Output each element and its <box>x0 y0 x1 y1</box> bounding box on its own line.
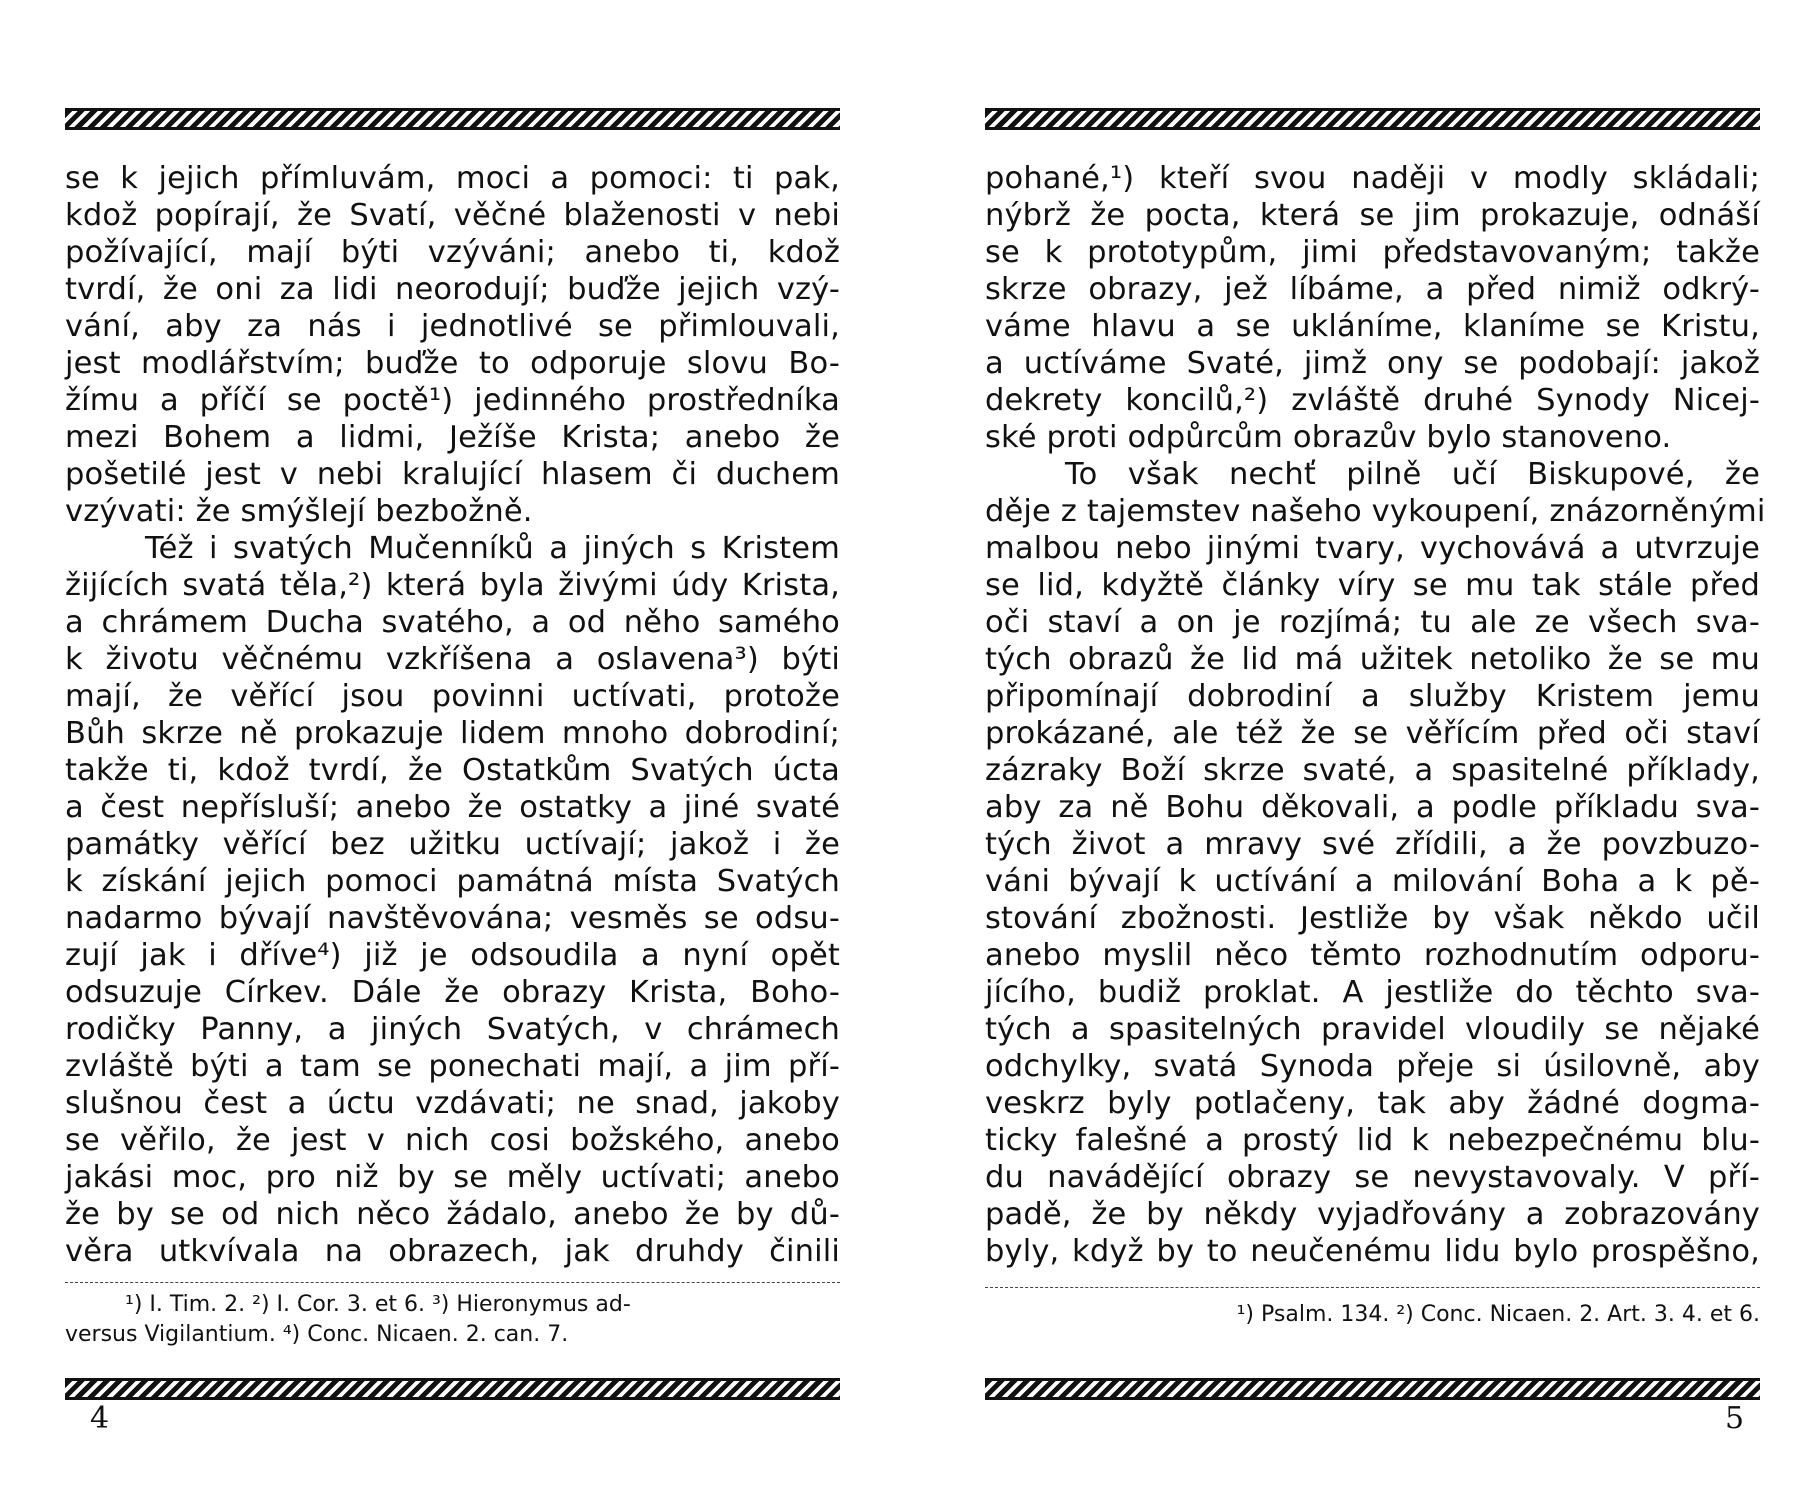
ornament-top-border <box>65 108 840 130</box>
text-line: nýbrž že pocta, která se jim prokazuje, odnáší <box>985 198 1760 233</box>
text-line: vzývati: že smýšlejí bezbožně. <box>65 494 533 529</box>
text-line: děje z tajemstev našeho vykoupení, znázorněnými <box>985 494 1766 529</box>
text-line: odchylky, svatá Synoda přeje si úsilovně, aby <box>985 1049 1760 1084</box>
text-line: a čest nepřísluší; anebo že ostatky a jiné svaté <box>65 790 840 825</box>
text-line: jakási moc, pro niž by se měly uctívati; anebo <box>65 1160 840 1195</box>
footnotes <box>65 1290 840 1350</box>
ornament-bottom-border <box>65 1378 840 1400</box>
text-line: žímu a příčí se poctě¹) jedinného prostředníka <box>65 383 840 418</box>
footnote-line: ¹) I. Tim. 2. ²) I. Cor. 3. et 6. ³) Hieronymus ad- <box>125 1292 631 1317</box>
text-line: ské proti odpůrcům obrazův bylo stanoveno. <box>985 420 1672 455</box>
text-line: pohané,¹) kteří svou naději v modly skládali; <box>985 161 1760 196</box>
footnote-line: versus Vigilantium. ⁴) Conc. Nicaen. 2. can. 7. <box>65 1322 569 1347</box>
body-text <box>65 160 840 1270</box>
text-line: zují jak i dříve⁴) již je odsoudila a nyní opět <box>65 938 840 973</box>
body-text <box>985 160 1766 1270</box>
page-number: 4 <box>90 1401 110 1436</box>
text-line: Bůh skrze ně prokazuje lidem mnoho dobrodiní; <box>65 716 840 751</box>
text-line: a uctíváme Svaté, jimž ony se podobají: jakož <box>985 346 1760 381</box>
text-line: jest modlářstvím; buďže to odporuje slovu Bo- <box>65 346 840 381</box>
text-line: váni bývají k uctívání a milování Boha a k pě- <box>985 864 1760 899</box>
text-line: odsuzuje Církev. Dále že obrazy Krista, Boho- <box>65 975 840 1010</box>
text-line: dekrety koncilů,²) zvláště druhé Synody Nicej- <box>985 383 1760 418</box>
text-line: skrze obrazy, jež líbáme, a před nimiž odkrý- <box>985 272 1760 307</box>
text-line: zázraky Boží skrze svaté, a spasitelné příklady, <box>985 753 1760 788</box>
text-line: památky věřící bez užitku uctívají; jakož i že <box>65 827 840 862</box>
text-line: kdož popírají, že Svatí, věčné blaženosti v nebi <box>65 198 840 233</box>
footnote-line: ¹) Psalm. 134. ²) Conc. Nicaen. 2. Art. 3. 4. et 6. <box>1236 1302 1760 1327</box>
text-line: veskrz byly potlačeny, tak aby žádné dogma- <box>985 1086 1760 1121</box>
footnotes <box>985 1300 1760 1330</box>
text-line: padě, že by někdy vyjadřovány a zobrazovány <box>985 1197 1760 1232</box>
ornament-bottom-border <box>985 1378 1760 1400</box>
text-line: k získání jejich pomoci památná místa Svatých <box>65 864 840 899</box>
left-page <box>55 0 845 1500</box>
text-line: požívající, mají býti vzýváni; anebo ti, kdož <box>65 235 840 270</box>
text-line: že by se od nich něco žádalo, anebo že by dů- <box>65 1197 840 1232</box>
text-line: anebo myslil něco těmto rozhodnutím odporu- <box>985 938 1760 973</box>
text-line: připomínají dobrodiní a služby Kristem jemu <box>985 679 1760 714</box>
text-line: rodičky Panny, a jiných Svatých, v chrámech <box>65 1012 840 1047</box>
text-line: To však nechť pilně učí Biskupové, že <box>1065 457 1760 492</box>
text-line: pošetilé jest v nebi kralující hlasem či duchem <box>65 457 840 492</box>
text-line: se k prototypům, jimi představovaným; takže <box>985 235 1760 270</box>
text-line: se věřilo, že jest v nich cosi božského, anebo <box>65 1123 840 1158</box>
text-line: mezi Bohem a lidmi, Ježíše Krista; anebo že <box>65 420 840 455</box>
text-line: tých obrazů že lid má užitek netoliko že se mu <box>985 642 1760 677</box>
text-line: tých a spasitelných pravidel vloudily se nějaké <box>985 1012 1760 1047</box>
footnote-divider <box>985 1287 1760 1288</box>
text-line: se k jejich přímluvám, moci a pomoci: ti pak, <box>65 161 840 196</box>
right-page <box>975 0 1765 1500</box>
text-line: vání, aby za nás i jednotlivé se přimlouvali, <box>65 309 840 344</box>
text-line: ticky falešné a prostý lid k nebezpečnému blu- <box>985 1123 1760 1158</box>
text-line: váme hlavu a se ukláníme, klaníme se Kristu, <box>985 309 1760 344</box>
text-line: takže ti, kdož tvrdí, že Ostatkům Svatých úcta <box>65 753 840 788</box>
text-line: nadarmo bývají navštěvována; vesměs se odsu- <box>65 901 840 936</box>
page-number: 5 <box>1725 1401 1745 1436</box>
text-line: jícího, budiž proklat. A jestliže do těchto sva- <box>985 975 1760 1010</box>
text-line: žijících svatá těla,²) která byla živými údy Krista, <box>65 568 840 603</box>
text-line: aby za ně Bohu děkovali, a podle příkladu sva- <box>985 790 1760 825</box>
footnote-divider <box>65 1282 840 1283</box>
text-line: Též i svatých Mučenníků a jiných s Kristem <box>145 531 840 566</box>
text-line: mají, že věřící jsou povinni uctívati, protože <box>65 679 840 714</box>
text-line: malbou nebo jinými tvary, vychovává a utvrzuje <box>985 531 1760 566</box>
text-line: zvláště býti a tam se ponechati mají, a jim pří- <box>65 1049 840 1084</box>
text-line: se lid, kdyžtě články víry se mu tak stále před <box>985 568 1760 603</box>
text-line: prokázané, ale též že se věřícím před oči staví <box>985 716 1760 751</box>
text-line: stování zbožnosti. Jestliže by však někdo učil <box>985 901 1760 936</box>
text-line: tých život a mravy své zřídili, a že povzbuzo- <box>985 827 1760 862</box>
text-line: tvrdí, že oni za lidi neorodují; buďže jejich vzý- <box>65 272 840 307</box>
text-line: k životu věčnému vzkříšena a oslavena³) býti <box>65 642 840 677</box>
ornament-top-border <box>985 108 1760 130</box>
text-line: byly, když by to neučenému lidu bylo prospěšno, <box>985 1234 1760 1269</box>
text-line: a chrámem Ducha svatého, a od něho samého <box>65 605 840 640</box>
text-line: oči staví a on je rozjímá; tu ale ze všech sva- <box>985 605 1760 640</box>
text-line: slušnou čest a úctu vzdávati; ne snad, jakoby <box>65 1086 840 1121</box>
text-line: věra utkvívala na obrazech, jak druhdy činili <box>65 1234 840 1269</box>
text-line: du navádějící obrazy se nevystavovaly. V pří- <box>985 1160 1760 1195</box>
